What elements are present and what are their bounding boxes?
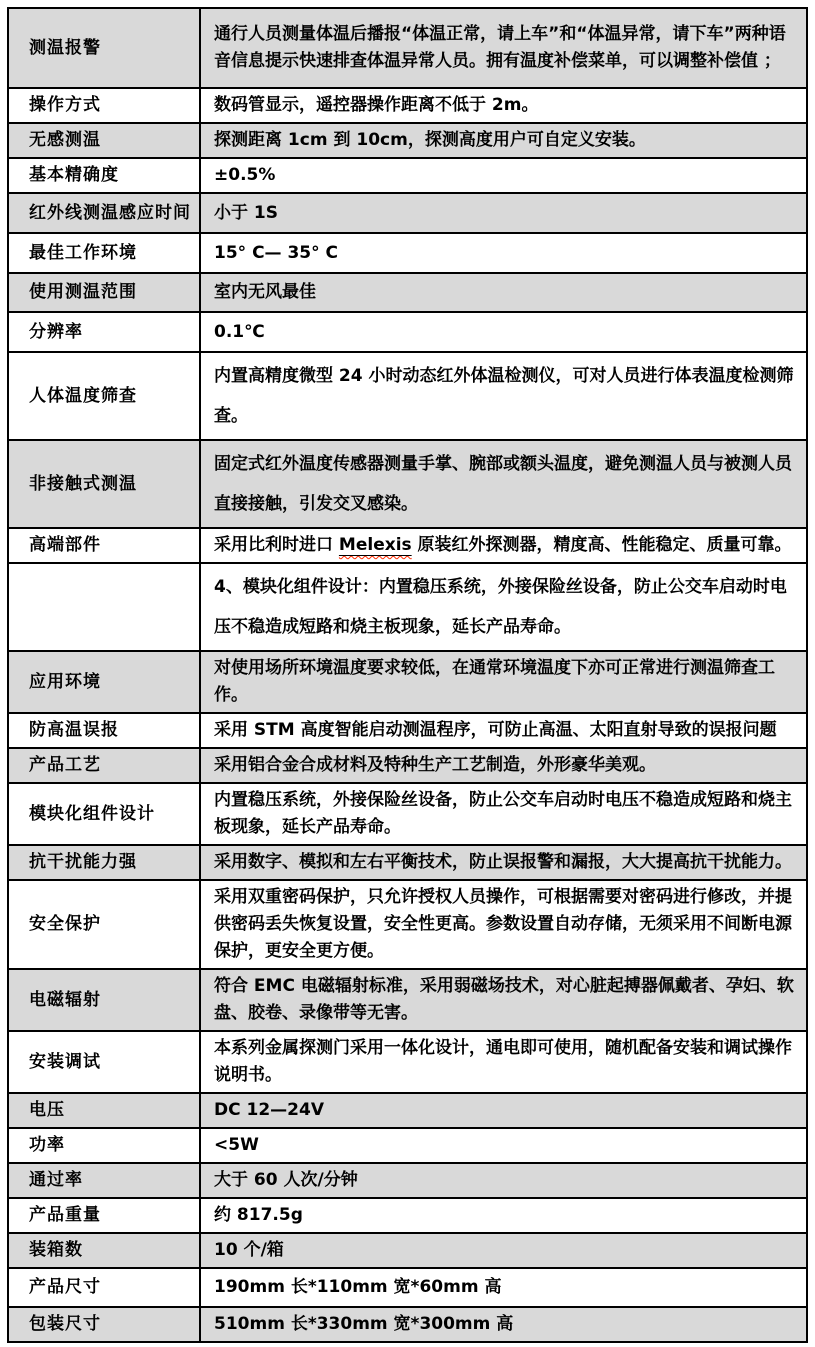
spec-label-cell: 功率 xyxy=(8,1128,200,1163)
spec-table xyxy=(7,7,808,1343)
spec-value-cell: 数码管显示，遥控器操作距离不低于 2m。 xyxy=(200,88,807,123)
spec-value-cell: 小于 1S xyxy=(200,193,807,233)
spec-label-cell: 最佳工作环境 xyxy=(8,233,200,273)
spec-label-cell: 包装尺寸 xyxy=(8,1307,200,1342)
spec-value-cell: 通行人员测量体温后播报“体温正常，请上车”和“体温异常，请下车”两种语音信息提示快速排查体温异常人员。拥有温度补偿菜单，可以调整补偿值 ； xyxy=(200,8,807,88)
spec-row xyxy=(8,8,807,88)
spellcheck-underlined-word xyxy=(339,535,412,555)
spec-value-cell: 0.1℃ xyxy=(200,312,807,352)
spec-label-cell: 产品工艺 xyxy=(8,748,200,783)
spec-label-cell: 抗干扰能力强 xyxy=(8,845,200,880)
spec-row xyxy=(8,1163,807,1198)
spec-row xyxy=(8,1093,807,1128)
spec-value-cell: 10 个/箱 xyxy=(200,1233,807,1268)
spec-value-cell: 内置高精度微型 24 小时动态红外体温检测仪，可对人员进行体表温度检测筛查。 xyxy=(200,352,807,440)
spec-value-cell: <5W xyxy=(200,1128,807,1163)
spec-row xyxy=(8,1307,807,1342)
spec-table-body xyxy=(8,8,807,1342)
spec-row xyxy=(8,273,807,312)
spec-value-cell: 内置稳压系统，外接保险丝设备，防止公交车启动时电压不稳造成短路和烧主板现象，延长产品寿命。 xyxy=(200,783,807,845)
spec-label-cell: 产品重量 xyxy=(8,1198,200,1233)
spec-row xyxy=(8,1233,807,1268)
spec-row xyxy=(8,748,807,783)
spec-value-cell: DC 12—24V xyxy=(200,1093,807,1128)
spec-row xyxy=(8,233,807,273)
spec-value-cell: 采用 STM 高度智能启动测温程序，可防止高温、太阳直射导致的误报问题 xyxy=(200,713,807,748)
spec-value-cell: 对使用场所环境温度要求较低，在通常环境温度下亦可正常进行测温筛查工作。 xyxy=(200,651,807,713)
spec-row xyxy=(8,1268,807,1307)
spec-label-cell: 使用测温范围 xyxy=(8,273,200,312)
spec-row xyxy=(8,1031,807,1093)
spec-label-cell: 产品尺寸 xyxy=(8,1268,200,1307)
spec-value-cell: 采用双重密码保护，只允许授权人员操作，可根据需要对密码进行修改，并提供密码丢失恢复设置，安全性更高。参数设置自动存储，无须采用不间断电源保护，更安全更方便。 xyxy=(200,880,807,969)
spec-label-cell: 安装调试 xyxy=(8,1031,200,1093)
spec-label-cell: 人体温度筛查 xyxy=(8,352,200,440)
spec-row xyxy=(8,440,807,528)
spec-label-cell: 电压 xyxy=(8,1093,200,1128)
spec-label-cell: 应用环境 xyxy=(8,651,200,713)
spec-row xyxy=(8,563,807,651)
spec-label-cell: 测温报警 xyxy=(8,8,200,88)
spec-label-cell: 电磁辐射 xyxy=(8,969,200,1031)
spec-value-cell: 符合 EMC 电磁辐射标准，采用弱磁场技术，对心脏起搏器佩戴者、孕妇、软盘、胶卷、录像带等无害。 xyxy=(200,969,807,1031)
spec-value-cell: 采用数字、模拟和左右平衡技术，防止误报警和漏报，大大提高抗干扰能力。 xyxy=(200,845,807,880)
spec-value-cell: 4、模块化组件设计：内置稳压系统，外接保险丝设备，防止公交车启动时电压不稳造成短路和烧主板现象，延长产品寿命。 xyxy=(200,563,807,651)
spec-row xyxy=(8,352,807,440)
spec-value-cell: 室内无风最佳 xyxy=(200,273,807,312)
spec-label-cell xyxy=(8,563,200,651)
spec-value-cell: 510mm 长*330mm 宽*300mm 高 xyxy=(200,1307,807,1342)
spec-value-cell: 190mm 长*110mm 宽*60mm 高 xyxy=(200,1268,807,1307)
spec-label-cell: 模块化组件设计 xyxy=(8,783,200,845)
spec-row xyxy=(8,1128,807,1163)
spec-value-cell: 大于 60 人次/分钟 xyxy=(200,1163,807,1198)
spec-label-cell: 高端部件 xyxy=(8,528,200,563)
spec-value-cell: 15° C— 35° C xyxy=(200,233,807,273)
spec-row xyxy=(8,158,807,193)
spec-row xyxy=(8,123,807,158)
spec-label-cell: 无感测温 xyxy=(8,123,200,158)
spec-row xyxy=(8,880,807,969)
spec-value-cell: 固定式红外温度传感器测量手掌、腕部或额头温度，避免测温人员与被测人员直接接触，引发交叉感染。 xyxy=(200,440,807,528)
spec-row xyxy=(8,528,807,563)
spec-row xyxy=(8,969,807,1031)
spec-value-cell: 本系列金属探测门采用一体化设计，通电即可使用，随机配备安装和调试操作说明书。 xyxy=(200,1031,807,1093)
spec-value-cell: ±0.5% xyxy=(200,158,807,193)
spec-label-cell: 安全保护 xyxy=(8,880,200,969)
spec-label-cell: 非接触式测温 xyxy=(8,440,200,528)
spec-row xyxy=(8,312,807,352)
value-text: 采用比利时进口 xyxy=(214,535,339,555)
spec-value-cell xyxy=(200,528,807,563)
spec-row xyxy=(8,845,807,880)
value-text: Melexis xyxy=(338,535,412,555)
spec-label-cell: 操作方式 xyxy=(8,88,200,123)
value-text: 原装红外探测器，精度高、性能稳定、质量可靠。 xyxy=(411,535,792,555)
spec-label-cell: 通过率 xyxy=(8,1163,200,1198)
spec-value-cell: 探测距离 1cm 到 10cm，探测高度用户可自定义安装。 xyxy=(200,123,807,158)
spec-row xyxy=(8,651,807,713)
spec-row xyxy=(8,713,807,748)
spec-row xyxy=(8,193,807,233)
spec-label-cell: 防高温误报 xyxy=(8,713,200,748)
spec-row xyxy=(8,783,807,845)
spec-row xyxy=(8,88,807,123)
spec-label-cell: 分辨率 xyxy=(8,312,200,352)
spec-value-cell: 约 817.5g xyxy=(200,1198,807,1233)
spec-label-cell: 红外线测温感应时间 xyxy=(8,193,200,233)
spec-label-cell: 装箱数 xyxy=(8,1233,200,1268)
spec-value-cell: 采用铝合金合成材料及特种生产工艺制造，外形豪华美观。 xyxy=(200,748,807,783)
spec-label-cell: 基本精确度 xyxy=(8,158,200,193)
